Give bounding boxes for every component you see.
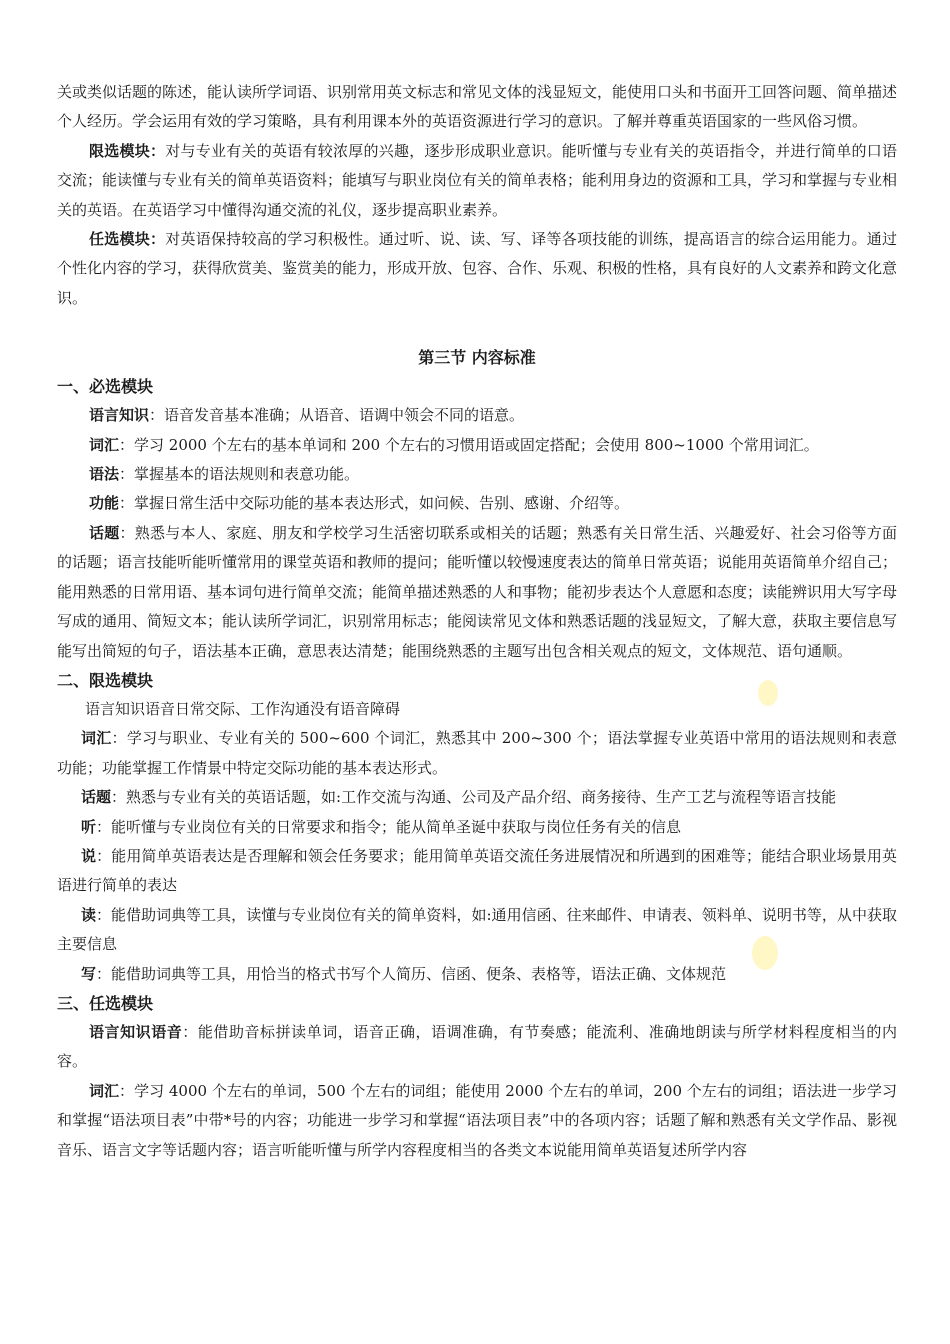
optional-module-paragraph: 任选模块：对英语保持较高的学习积极性。通过听、说、读、写、译等各项技能的训练，提高语言的综合运用能力。通过个性化内容的学习，获得欣赏美、鉴赏美的能力，形成开放、包容、合作、乐观、积极的性格，具有良好的人文素养和跨文化意识。	[57, 230, 898, 307]
s1-language-knowledge: 语言知识：语音发音基本准确；从语音、语调中领会不同的语意。	[89, 406, 525, 425]
limited-module-paragraph: 限选模块：对与专业有关的英语有较浓厚的兴趣，逐步形成职业意识。能听懂与专业有关的英语指令，并进行简单的口语交流；能读懂与专业有关的简单英语资料；能填写与职业岗位有关的简单表格；能利用身边的资源和工具，学习和掌握与专业相关的英语。在英语学习中懂得沟通交流的礼仪，逐步提高职业素养。	[57, 141, 898, 219]
s1-topic: 话题：熟悉与本人、家庭、朋友和学校学习生活密切联系或相关的话题；熟悉有关日常生活、兴趣爱好、社会习俗等方面的话题；语言技能听能听懂常用的课堂英语和教师的提问；能听懂以较慢速度表达的简单日常英语；说能用英语简单介绍自己；能用熟悉的日常用语、基本词句进行简单交流；能简单描述熟悉的人和事物；能初步表达个人意愿和态度；读能辨识用大写字母写成的通用、简短文本；能认读所学词汇，识别常用标志；能阅读常见文体和熟悉话题的浅显短文，了解大意，获取主要信息写能写出简短的句子，语法基本正确，意思表达清楚；能围绕熟悉的主题写出包含相关观点的短文，文体规范、语句通顺。	[57, 523, 898, 660]
s2-vocabulary: 词汇：学习与职业、专业有关的 500~600 个词汇，熟悉其中 200~300 个；语法掌握专业英语中常用的语法规则和表意功能；功能掌握工作情景中特定交际功能的基本表达形式。	[57, 729, 897, 777]
intro-paragraph: 关或类似话题的陈述，能认读所学词语、识别常用英文标志和常见文体的浅显短文，能使用口头和书面开工回答问题、简单描述个人经历。学会运用有效的学习策略，具有利用课本外的英语资源进行学习的意识。了解并尊重英语国家的一些风俗习惯。	[57, 83, 898, 131]
s1-grammar: 语法：掌握基本的语法规则和表意功能。	[89, 465, 360, 484]
s2-writing: 写：能借助词典等工具，用恰当的格式书写个人简历、信函、便条、表格等，语法正确、文体规范	[81, 964, 727, 983]
s2-language-knowledge: 语言知识语音日常交际、工作沟通没有语音障碍	[85, 699, 401, 718]
s2-speaking: 说：能用简单英语表达是否理解和领会任务要求；能用简单英语交流任务进展情况和所遇到的困难等；能结合职业场景用英语进行简单的表达	[57, 846, 897, 895]
s1-vocabulary: 词汇：学习 2000 个左右的基本单词和 200 个左右的习惯用语或固定搭配；会使用 800~1000 个常用词汇。	[89, 435, 819, 454]
optional-module-label: 任选模块：	[89, 230, 166, 249]
limited-module-label: 限选模块：	[89, 141, 166, 160]
s3-language-knowledge: 语言知识语音：能借助音标拼读单词，语音正确，语调准确，有节奏感；能流利、准确地朗读与所学材料程度相当的内容。	[57, 1022, 897, 1071]
s2-reading: 读：能借助词典等工具，读懂与专业岗位有关的简单资料，如:通用信函、往来邮件、申请表、领料单、说明书等，从中获取主要信息	[57, 905, 897, 954]
section-title: 第三节 内容标准	[418, 348, 536, 368]
s3-vocabulary: 词汇：学习 4000 个左右的单词，500 个左右的词组；能使用 2000 个左右的单词，200 个左右的词组；语法进一步学习和掌握“语法项目表”中带*号的内容；功能进一步学习和掌握“语法项目表”中的各项内容；话题了解和熟悉有关文学作品、影视音乐、语言文字等话题内容；语言听能听懂与所学内容程度相当的各类文本说能用简单英语复述所学内容	[57, 1081, 897, 1159]
heading-optional-module: 三、任选模块	[57, 993, 154, 1013]
heading-required-module: 一、必选模块	[57, 377, 154, 397]
s2-listening: 听：能听懂与专业岗位有关的日常要求和指令；能从简单圣诞中获取与岗位任务有关的信息	[81, 817, 682, 836]
document-body	[57, 78, 897, 1165]
s2-topic: 话题：熟悉与专业有关的英语话题，如:工作交流与沟通、公司及产品介绍、商务接待、生产工艺与流程等语言技能	[81, 788, 837, 807]
heading-limited-module: 二、限选模块	[57, 670, 154, 690]
s1-function: 功能：掌握日常生活中交际功能的基本表达形式，如问候、告别、感谢、介绍等。	[89, 494, 630, 513]
